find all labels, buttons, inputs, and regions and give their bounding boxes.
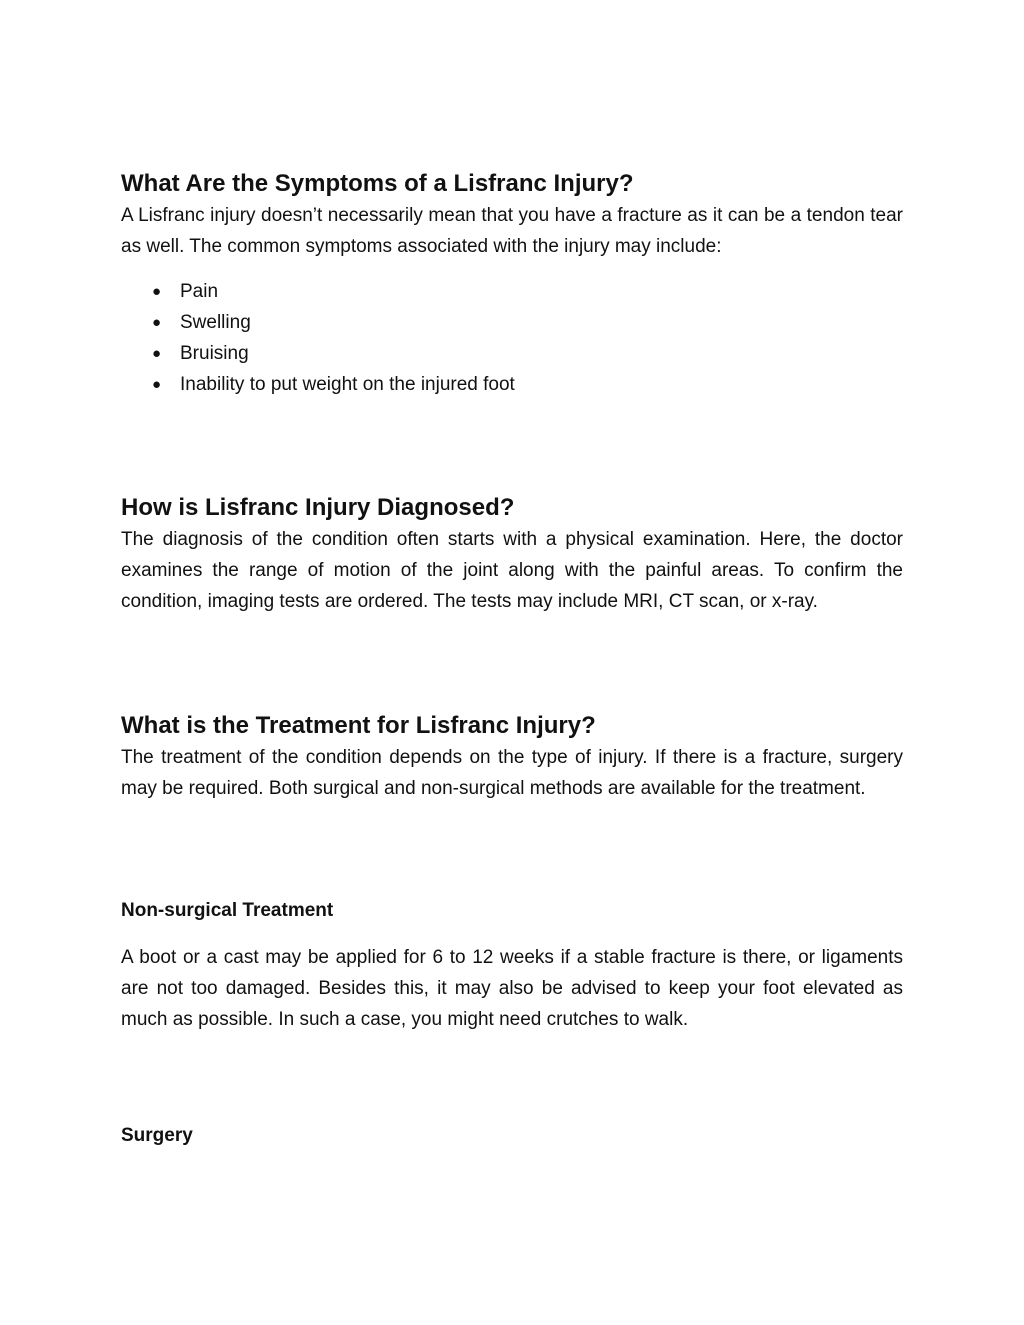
bullet-icon: ● [152, 376, 162, 393]
non-surgical-section [121, 898, 903, 1035]
list-item-text: Swelling [180, 312, 251, 333]
diagnosis-paragraph: The diagnosis of the condition often starts with a physical examination. Here, the doctor examines the range of motion of the joint along with the painful areas. To confirm the condition, imaging tests are ordered. The tests may include MRI, CT scan, or x-ray. [121, 529, 903, 612]
surgery-heading: Surgery [121, 1125, 193, 1146]
diagnosis-heading: How is Lisfranc Injury Diagnosed? [121, 494, 515, 521]
list-item-text: Bruising [180, 343, 249, 364]
diagnosis-section [121, 492, 903, 617]
list-item [121, 307, 903, 338]
bullet-icon: ● [152, 314, 162, 331]
list-item [121, 369, 903, 400]
treatment-section [121, 710, 903, 804]
symptoms-list [121, 276, 903, 400]
symptoms-heading: What Are the Symptoms of a Lisfranc Injury? [121, 170, 634, 197]
treatment-paragraph: The treatment of the condition depends on the type of injury. If there is a fracture, surgery may be required. Both surgical and non-surgical methods are available for the treatment. [121, 747, 903, 799]
list-item-text: Pain [180, 281, 219, 302]
bullet-icon: ● [152, 283, 162, 300]
non-surgical-paragraph: A boot or a cast may be applied for 6 to 12 weeks if a stable fracture is there, or ligaments are not too damaged. Besides this, it may also be advised to keep your foot elevated as much as possible. In such a case, you might need crutches to walk. [121, 947, 903, 1030]
symptoms-paragraph: A Lisfranc injury doesn’t necessarily mean that you have a fracture as it can be a tendon tear as well. The common symptoms associated with the injury may include: [121, 205, 903, 257]
non-surgical-heading: Non-surgical Treatment [121, 900, 334, 921]
list-item [121, 338, 903, 369]
surgery-section [121, 1123, 903, 1149]
treatment-heading: What is the Treatment for Lisfranc Injury? [121, 712, 596, 739]
list-item-text: Inability to put weight on the injured foot [180, 374, 515, 395]
list-item [121, 276, 903, 307]
symptoms-section [121, 168, 903, 400]
bullet-icon: ● [152, 345, 162, 362]
